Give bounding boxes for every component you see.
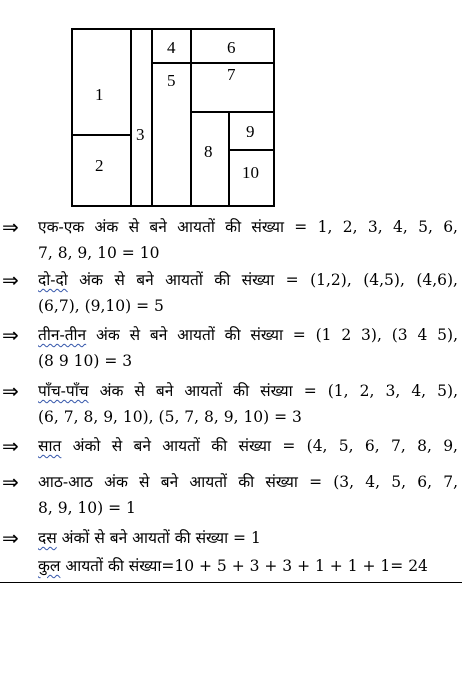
implies-arrow-icon: ⇒ bbox=[2, 215, 19, 239]
line-text bbox=[38, 378, 458, 404]
line-prefix: दो-दो bbox=[38, 271, 68, 289]
line-text bbox=[38, 433, 458, 459]
line-text bbox=[38, 267, 458, 293]
line-text: आठ-आठ अंक से बने आयतों की संख्या = (3, 4, 5, 6, 7, bbox=[38, 473, 458, 491]
solution-line bbox=[0, 495, 462, 521]
total-line bbox=[0, 553, 462, 579]
implies-arrow-icon: ⇒ bbox=[2, 379, 19, 403]
line-prefix: दस bbox=[38, 529, 57, 547]
solution-line bbox=[0, 469, 462, 495]
figure-label-1: 1 bbox=[95, 85, 104, 104]
line-prefix: कुल bbox=[38, 557, 61, 575]
figure-label-9: 9 bbox=[246, 122, 255, 141]
solution-line bbox=[0, 240, 462, 266]
figure-label-5: 5 bbox=[167, 71, 176, 90]
figure-label-2: 2 bbox=[95, 156, 104, 175]
solution-line bbox=[0, 378, 462, 404]
line-text bbox=[38, 553, 458, 579]
implies-arrow-icon: ⇒ bbox=[2, 526, 19, 550]
figure-label-6: 6 bbox=[227, 38, 236, 57]
solution-line bbox=[0, 433, 462, 459]
line-text bbox=[38, 525, 458, 551]
line-prefix: पाँच-पाँच bbox=[38, 382, 89, 400]
line-rest: अंक से बने आयतों की संख्या = (1, 2, 3, 4, 5), bbox=[88, 382, 458, 400]
line-text: 7, 8, 9, 10 = 10 bbox=[38, 244, 160, 262]
solution-line bbox=[0, 404, 462, 430]
line-rest: अंकों से बने आयतों की संख्या = 1 bbox=[56, 529, 261, 547]
line-text: (8 9 10) = 3 bbox=[38, 352, 133, 370]
line-rest: अंको से बने आयतों की संख्या = (4, 5, 6, 7, 8, 9, bbox=[61, 437, 458, 455]
solution-line bbox=[0, 525, 462, 551]
line-text bbox=[38, 322, 458, 348]
line-text: (6, 7, 8, 9, 10), (5, 7, 8, 9, 10) = 3 bbox=[38, 408, 302, 426]
implies-arrow-icon: ⇒ bbox=[2, 434, 19, 458]
line-text: एक-एक अंक से बने आयतों की संख्या = 1, 2, 3, 4, 5, 6, bbox=[38, 218, 458, 236]
figure-label-3: 3 bbox=[136, 125, 145, 144]
implies-arrow-icon: ⇒ bbox=[2, 323, 19, 347]
line-text: 8, 9, 10) = 1 bbox=[38, 499, 136, 517]
solution-line bbox=[0, 214, 462, 240]
line-text: (6,7), (9,10) = 5 bbox=[38, 297, 164, 315]
solution-line bbox=[0, 348, 462, 374]
bottom-divider bbox=[0, 582, 462, 583]
implies-arrow-icon: ⇒ bbox=[2, 470, 19, 494]
figure-label-10: 10 bbox=[242, 163, 259, 182]
line-rest: अंक से बने आयतों की संख्या = (1,2), (4,5), (4,6), bbox=[67, 271, 458, 289]
figure-label-8: 8 bbox=[204, 142, 213, 161]
line-prefix: तीन-तीन bbox=[38, 326, 87, 344]
line-prefix: सात bbox=[38, 437, 62, 455]
line-rest: आयतों की संख्या=10 + 5 + 3 + 3 + 1 + 1 + 1= 24 bbox=[60, 557, 428, 575]
implies-arrow-icon: ⇒ bbox=[2, 268, 19, 292]
solution-line bbox=[0, 293, 462, 319]
solution-line bbox=[0, 322, 462, 348]
rectangle-figure bbox=[0, 0, 462, 215]
line-rest: अंक से बने आयतों की संख्या = (1 2 3), (3 4 5), bbox=[86, 326, 458, 344]
solution-line bbox=[0, 267, 462, 293]
figure-label-7: 7 bbox=[227, 65, 236, 84]
figure-label-4: 4 bbox=[167, 38, 176, 57]
